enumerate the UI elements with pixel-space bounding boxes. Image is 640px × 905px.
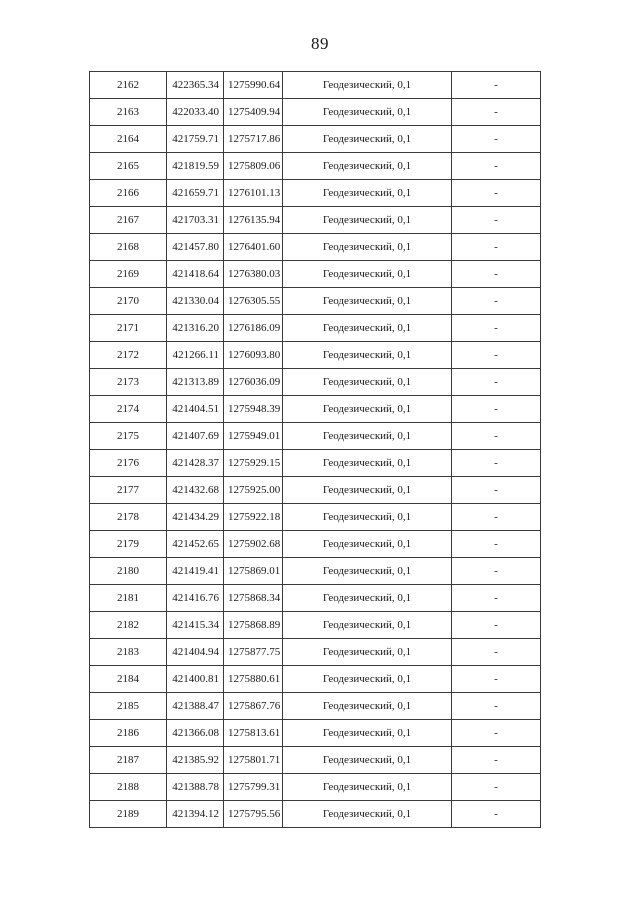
point-number-cell: 2188 xyxy=(90,774,167,801)
method-accuracy-cell: Геодезический, 0,1 xyxy=(283,639,452,666)
point-number-cell: 2179 xyxy=(90,531,167,558)
method-accuracy-cell: Геодезический, 0,1 xyxy=(283,720,452,747)
method-accuracy-cell: Геодезический, 0,1 xyxy=(283,180,452,207)
x-coordinate-cell: 421819.59 xyxy=(167,153,224,180)
table-row xyxy=(90,423,541,450)
point-number-cell: 2166 xyxy=(90,180,167,207)
table-row xyxy=(90,639,541,666)
extra-value-cell: - xyxy=(452,504,541,531)
method-accuracy-cell: Геодезический, 0,1 xyxy=(283,477,452,504)
method-accuracy-cell: Геодезический, 0,1 xyxy=(283,369,452,396)
extra-value-cell: - xyxy=(452,315,541,342)
table-row xyxy=(90,450,541,477)
point-number-cell: 2169 xyxy=(90,261,167,288)
point-number-cell: 2172 xyxy=(90,342,167,369)
y-coordinate-cell: 1275949.01 xyxy=(224,423,283,450)
y-coordinate-cell: 1276380.03 xyxy=(224,261,283,288)
table-row xyxy=(90,207,541,234)
y-coordinate-cell: 1275925.00 xyxy=(224,477,283,504)
y-coordinate-cell: 1276305.55 xyxy=(224,288,283,315)
table-row xyxy=(90,369,541,396)
x-coordinate-cell: 421385.92 xyxy=(167,747,224,774)
table-row xyxy=(90,342,541,369)
y-coordinate-cell: 1275795.56 xyxy=(224,801,283,828)
y-coordinate-cell: 1276036.09 xyxy=(224,369,283,396)
y-coordinate-cell: 1275880.61 xyxy=(224,666,283,693)
x-coordinate-cell: 421432.68 xyxy=(167,477,224,504)
table-row xyxy=(90,666,541,693)
point-number-cell: 2174 xyxy=(90,396,167,423)
point-number-cell: 2175 xyxy=(90,423,167,450)
table-row xyxy=(90,234,541,261)
table-row xyxy=(90,801,541,828)
x-coordinate-cell: 421434.29 xyxy=(167,504,224,531)
x-coordinate-cell: 421330.04 xyxy=(167,288,224,315)
y-coordinate-cell: 1275948.39 xyxy=(224,396,283,423)
point-number-cell: 2176 xyxy=(90,450,167,477)
y-coordinate-cell: 1276186.09 xyxy=(224,315,283,342)
table-row xyxy=(90,531,541,558)
table-row xyxy=(90,288,541,315)
x-coordinate-cell: 421404.51 xyxy=(167,396,224,423)
point-number-cell: 2171 xyxy=(90,315,167,342)
x-coordinate-cell: 421313.89 xyxy=(167,369,224,396)
y-coordinate-cell: 1275717.86 xyxy=(224,126,283,153)
extra-value-cell: - xyxy=(452,153,541,180)
x-coordinate-cell: 422033.40 xyxy=(167,99,224,126)
extra-value-cell: - xyxy=(452,288,541,315)
y-coordinate-cell: 1275990.64 xyxy=(224,72,283,99)
extra-value-cell: - xyxy=(452,801,541,828)
x-coordinate-cell: 421703.31 xyxy=(167,207,224,234)
y-coordinate-cell: 1276093.80 xyxy=(224,342,283,369)
point-number-cell: 2167 xyxy=(90,207,167,234)
x-coordinate-cell: 421388.47 xyxy=(167,693,224,720)
extra-value-cell: - xyxy=(452,639,541,666)
point-number-cell: 2185 xyxy=(90,693,167,720)
method-accuracy-cell: Геодезический, 0,1 xyxy=(283,612,452,639)
extra-value-cell: - xyxy=(452,234,541,261)
point-number-cell: 2180 xyxy=(90,558,167,585)
method-accuracy-cell: Геодезический, 0,1 xyxy=(283,261,452,288)
extra-value-cell: - xyxy=(452,261,541,288)
x-coordinate-cell: 421407.69 xyxy=(167,423,224,450)
point-number-cell: 2177 xyxy=(90,477,167,504)
extra-value-cell: - xyxy=(452,450,541,477)
x-coordinate-cell: 421428.37 xyxy=(167,450,224,477)
point-number-cell: 2183 xyxy=(90,639,167,666)
extra-value-cell: - xyxy=(452,747,541,774)
y-coordinate-cell: 1275922.18 xyxy=(224,504,283,531)
y-coordinate-cell: 1275409.94 xyxy=(224,99,283,126)
extra-value-cell: - xyxy=(452,396,541,423)
y-coordinate-cell: 1275809.06 xyxy=(224,153,283,180)
point-number-cell: 2184 xyxy=(90,666,167,693)
table-row xyxy=(90,315,541,342)
method-accuracy-cell: Геодезический, 0,1 xyxy=(283,207,452,234)
method-accuracy-cell: Геодезический, 0,1 xyxy=(283,288,452,315)
method-accuracy-cell: Геодезический, 0,1 xyxy=(283,585,452,612)
method-accuracy-cell: Геодезический, 0,1 xyxy=(283,99,452,126)
x-coordinate-cell: 421366.08 xyxy=(167,720,224,747)
method-accuracy-cell: Геодезический, 0,1 xyxy=(283,774,452,801)
coordinates-table-body xyxy=(90,72,541,828)
method-accuracy-cell: Геодезический, 0,1 xyxy=(283,531,452,558)
x-coordinate-cell: 421316.20 xyxy=(167,315,224,342)
x-coordinate-cell: 421659.71 xyxy=(167,180,224,207)
y-coordinate-cell: 1276401.60 xyxy=(224,234,283,261)
table-row xyxy=(90,180,541,207)
method-accuracy-cell: Геодезический, 0,1 xyxy=(283,315,452,342)
extra-value-cell: - xyxy=(452,180,541,207)
point-number-cell: 2173 xyxy=(90,369,167,396)
page-number: 89 xyxy=(311,34,329,53)
y-coordinate-cell: 1275869.01 xyxy=(224,558,283,585)
y-coordinate-cell: 1275929.15 xyxy=(224,450,283,477)
extra-value-cell: - xyxy=(452,720,541,747)
y-coordinate-cell: 1275799.31 xyxy=(224,774,283,801)
point-number-cell: 2162 xyxy=(90,72,167,99)
method-accuracy-cell: Геодезический, 0,1 xyxy=(283,423,452,450)
extra-value-cell: - xyxy=(452,585,541,612)
table-row xyxy=(90,585,541,612)
x-coordinate-cell: 421388.78 xyxy=(167,774,224,801)
extra-value-cell: - xyxy=(452,72,541,99)
point-number-cell: 2182 xyxy=(90,612,167,639)
method-accuracy-cell: Геодезический, 0,1 xyxy=(283,126,452,153)
point-number-cell: 2165 xyxy=(90,153,167,180)
extra-value-cell: - xyxy=(452,207,541,234)
extra-value-cell: - xyxy=(452,342,541,369)
y-coordinate-cell: 1275801.71 xyxy=(224,747,283,774)
extra-value-cell: - xyxy=(452,126,541,153)
x-coordinate-cell: 421418.64 xyxy=(167,261,224,288)
x-coordinate-cell: 421400.81 xyxy=(167,666,224,693)
x-coordinate-cell: 422365.34 xyxy=(167,72,224,99)
point-number-cell: 2189 xyxy=(90,801,167,828)
extra-value-cell: - xyxy=(452,99,541,126)
method-accuracy-cell: Геодезический, 0,1 xyxy=(283,693,452,720)
method-accuracy-cell: Геодезический, 0,1 xyxy=(283,504,452,531)
table-row xyxy=(90,504,541,531)
table-row xyxy=(90,99,541,126)
method-accuracy-cell: Геодезический, 0,1 xyxy=(283,666,452,693)
table-row xyxy=(90,612,541,639)
y-coordinate-cell: 1276135.94 xyxy=(224,207,283,234)
table-row xyxy=(90,261,541,288)
extra-value-cell: - xyxy=(452,693,541,720)
method-accuracy-cell: Геодезический, 0,1 xyxy=(283,801,452,828)
method-accuracy-cell: Геодезический, 0,1 xyxy=(283,342,452,369)
table-row xyxy=(90,693,541,720)
y-coordinate-cell: 1275868.89 xyxy=(224,612,283,639)
table-row xyxy=(90,153,541,180)
extra-value-cell: - xyxy=(452,423,541,450)
table-row xyxy=(90,126,541,153)
extra-value-cell: - xyxy=(452,774,541,801)
point-number-cell: 2186 xyxy=(90,720,167,747)
y-coordinate-cell: 1275902.68 xyxy=(224,531,283,558)
y-coordinate-cell: 1275813.61 xyxy=(224,720,283,747)
point-number-cell: 2164 xyxy=(90,126,167,153)
x-coordinate-cell: 421415.34 xyxy=(167,612,224,639)
x-coordinate-cell: 421394.12 xyxy=(167,801,224,828)
x-coordinate-cell: 421452.65 xyxy=(167,531,224,558)
table-row xyxy=(90,477,541,504)
x-coordinate-cell: 421266.11 xyxy=(167,342,224,369)
point-number-cell: 2168 xyxy=(90,234,167,261)
extra-value-cell: - xyxy=(452,558,541,585)
table-row xyxy=(90,558,541,585)
method-accuracy-cell: Геодезический, 0,1 xyxy=(283,450,452,477)
extra-value-cell: - xyxy=(452,369,541,396)
point-number-cell: 2170 xyxy=(90,288,167,315)
x-coordinate-cell: 421419.41 xyxy=(167,558,224,585)
table-row xyxy=(90,396,541,423)
extra-value-cell: - xyxy=(452,477,541,504)
extra-value-cell: - xyxy=(452,531,541,558)
method-accuracy-cell: Геодезический, 0,1 xyxy=(283,747,452,774)
coordinates-table xyxy=(89,71,541,828)
x-coordinate-cell: 421457.80 xyxy=(167,234,224,261)
x-coordinate-cell: 421416.76 xyxy=(167,585,224,612)
x-coordinate-cell: 421759.71 xyxy=(167,126,224,153)
method-accuracy-cell: Геодезический, 0,1 xyxy=(283,234,452,261)
method-accuracy-cell: Геодезический, 0,1 xyxy=(283,72,452,99)
table-row xyxy=(90,747,541,774)
table-row xyxy=(90,774,541,801)
method-accuracy-cell: Геодезический, 0,1 xyxy=(283,558,452,585)
x-coordinate-cell: 421404.94 xyxy=(167,639,224,666)
point-number-cell: 2187 xyxy=(90,747,167,774)
point-number-cell: 2181 xyxy=(90,585,167,612)
table-row xyxy=(90,72,541,99)
method-accuracy-cell: Геодезический, 0,1 xyxy=(283,396,452,423)
y-coordinate-cell: 1275868.34 xyxy=(224,585,283,612)
extra-value-cell: - xyxy=(452,612,541,639)
method-accuracy-cell: Геодезический, 0,1 xyxy=(283,153,452,180)
y-coordinate-cell: 1275877.75 xyxy=(224,639,283,666)
point-number-cell: 2178 xyxy=(90,504,167,531)
y-coordinate-cell: 1276101.13 xyxy=(224,180,283,207)
extra-value-cell: - xyxy=(452,666,541,693)
table-row xyxy=(90,720,541,747)
point-number-cell: 2163 xyxy=(90,99,167,126)
y-coordinate-cell: 1275867.76 xyxy=(224,693,283,720)
